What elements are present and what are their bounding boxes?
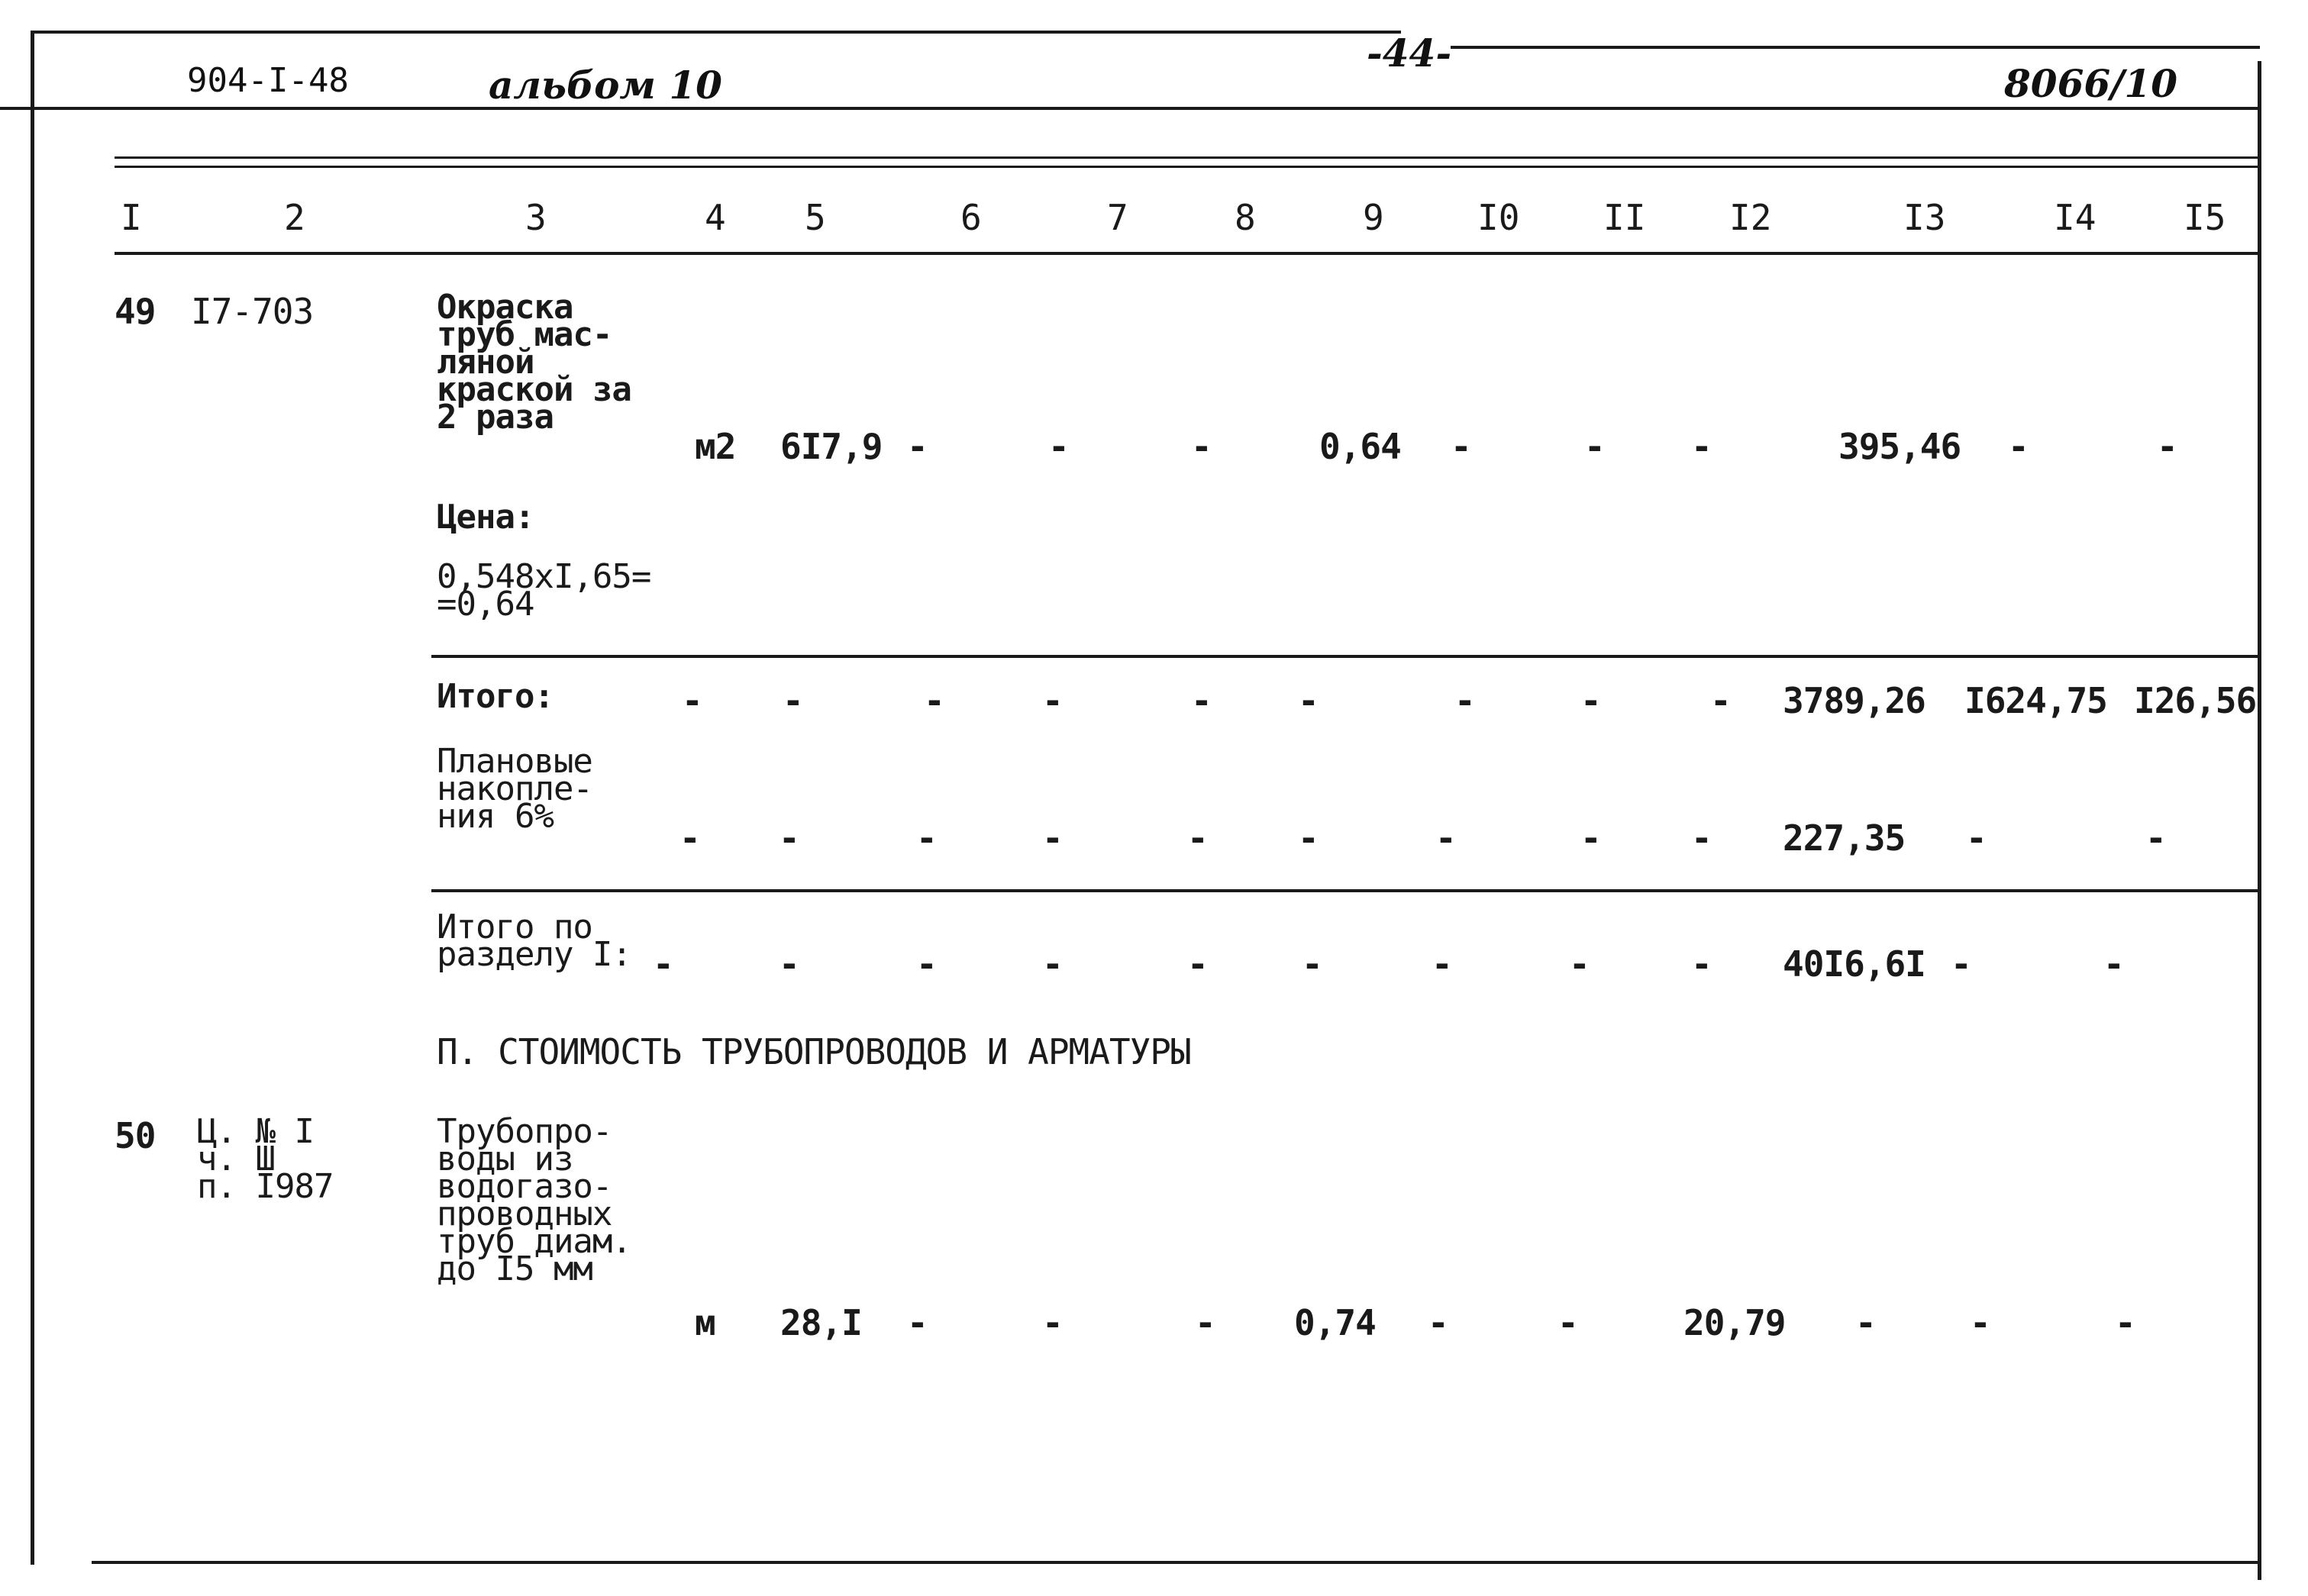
section-c8: - — [1187, 943, 1208, 985]
row-code: Ц. № I ч. Ш п. I987 — [197, 1112, 334, 1206]
section-c7: - — [1042, 943, 1063, 985]
row-c6: - — [907, 426, 928, 467]
col-header-12: I2 — [1729, 197, 1772, 238]
itogo-c9: - — [1298, 680, 1319, 721]
row-c10: - — [1428, 1302, 1448, 1343]
col-header-15: I5 — [2184, 197, 2226, 238]
col-header-9: 9 — [1363, 197, 1384, 238]
row-unit: м2 — [695, 426, 736, 467]
column-header-top-rule-2 — [115, 166, 2260, 168]
bottom-border — [92, 1561, 2260, 1564]
row-c15: - — [2157, 426, 2177, 467]
plan-c8: - — [1187, 817, 1208, 859]
itogo-c4: - — [682, 680, 702, 721]
section-c11: - — [1569, 943, 1590, 985]
plan-c15: - — [2145, 817, 2166, 859]
col-header-11: II — [1603, 197, 1646, 238]
itogo-c10: - — [1454, 680, 1475, 721]
row-c13: - — [1855, 1302, 1876, 1343]
itogo-c8: - — [1191, 680, 1212, 721]
row-qty: 28,I — [780, 1302, 862, 1343]
row-c10: - — [1451, 426, 1471, 467]
column-header-top-rule — [115, 156, 2260, 159]
col-header-4: 4 — [705, 197, 726, 238]
itogo-c13: 3789,26 — [1783, 680, 1925, 721]
right-border — [2258, 61, 2261, 1580]
plan-c10: - — [1435, 817, 1456, 859]
col-header-7: 7 — [1107, 197, 1128, 238]
section-c5: - — [779, 943, 799, 985]
section-c10: - — [1432, 943, 1452, 985]
col-header-1: I — [121, 197, 142, 238]
col-header-14: I4 — [2054, 197, 2097, 238]
section-2-title: П. СТОИМОСТЬ ТРУБОПРОВОДОВ И АРМАТУРЫ — [437, 1031, 1191, 1072]
row-c12: 20,79 — [1683, 1302, 1786, 1343]
col-header-10: I0 — [1477, 197, 1520, 238]
section-total-label: Итого по разделу I: — [437, 908, 631, 974]
top-border-right — [1451, 46, 2260, 49]
row-c8: - — [1195, 1302, 1215, 1343]
plan-c11: - — [1580, 817, 1601, 859]
col-header-3: 3 — [525, 197, 547, 238]
row-c6: - — [907, 1302, 928, 1343]
row-c9: 0,74 — [1294, 1302, 1376, 1343]
col-header-6: 6 — [960, 197, 982, 238]
top-border — [34, 31, 1401, 34]
page-number: -44- — [1367, 31, 1452, 76]
row-c7: - — [1048, 426, 1069, 467]
section-c4: - — [653, 943, 673, 985]
itogo-c5: - — [783, 680, 803, 721]
section-c15: - — [2103, 943, 2124, 985]
row-c8: - — [1191, 426, 1212, 467]
row-number: 50 — [115, 1115, 156, 1156]
sheet-code: 8066/10 — [2004, 61, 2178, 106]
section-c12: - — [1691, 943, 1712, 985]
section-c9: - — [1302, 943, 1322, 985]
row-c12: - — [1691, 426, 1712, 467]
plan-c9: - — [1298, 817, 1319, 859]
col-header-5: 5 — [805, 197, 826, 238]
section-c14: - — [1951, 943, 1971, 985]
plan-c6: - — [916, 817, 937, 859]
project-code: 904-I-48 — [187, 61, 349, 100]
plan-c13: 227,35 — [1783, 817, 1906, 859]
row-description: Трубопро- воды из водогазо- проводных труб диам. до I5 мм — [437, 1112, 631, 1288]
section-c13: 40I6,6I — [1783, 943, 1925, 985]
row-code: I7-703 — [191, 291, 314, 332]
row-c9: 0,64 — [1319, 426, 1401, 467]
itogo-c7: - — [1042, 680, 1063, 721]
col-header-2: 2 — [284, 197, 305, 238]
row-c15: - — [2115, 1302, 2135, 1343]
row-qty: 6I7,9 — [780, 426, 883, 467]
itogo-c15: I26,56 — [2134, 680, 2257, 721]
price-formula: 0,548xI,65= =0,64 — [437, 557, 651, 624]
itogo-c14: I624,75 — [1964, 680, 2107, 721]
plan-label: Плановые накопле- ния 6% — [437, 742, 592, 836]
row-number: 49 — [115, 291, 156, 332]
plan-c7: - — [1042, 817, 1063, 859]
price-label: Цена: — [437, 498, 534, 537]
itogo-label: Итого: — [437, 677, 554, 716]
plan-c5: - — [779, 817, 799, 859]
row-c13: 395,46 — [1838, 426, 1961, 467]
col-header-13: I3 — [1903, 197, 1946, 238]
itogo-c11: - — [1580, 680, 1601, 721]
plan-c4: - — [679, 817, 700, 859]
row-description: Окраска труб мас- ляной краской за 2 раза — [437, 288, 631, 437]
itogo-c6: - — [924, 680, 944, 721]
subtotal-rule — [431, 655, 2260, 658]
plan-c14: - — [1966, 817, 1987, 859]
row-unit: м — [695, 1302, 715, 1343]
header-bottom-line — [0, 107, 2261, 110]
section-c6: - — [916, 943, 937, 985]
plan-c12: - — [1691, 817, 1712, 859]
album-label: альбом 10 — [489, 63, 722, 108]
row-c11: - — [1557, 1302, 1578, 1343]
row-c11: - — [1584, 426, 1605, 467]
column-header-bottom-rule — [115, 252, 2260, 255]
itogo-c12: - — [1710, 680, 1731, 721]
row-c14: - — [2008, 426, 2029, 467]
col-header-8: 8 — [1235, 197, 1256, 238]
row-c14: - — [1970, 1302, 1990, 1343]
row-c7: - — [1042, 1302, 1063, 1343]
left-border — [31, 31, 34, 1565]
section-total-rule — [431, 889, 2260, 892]
